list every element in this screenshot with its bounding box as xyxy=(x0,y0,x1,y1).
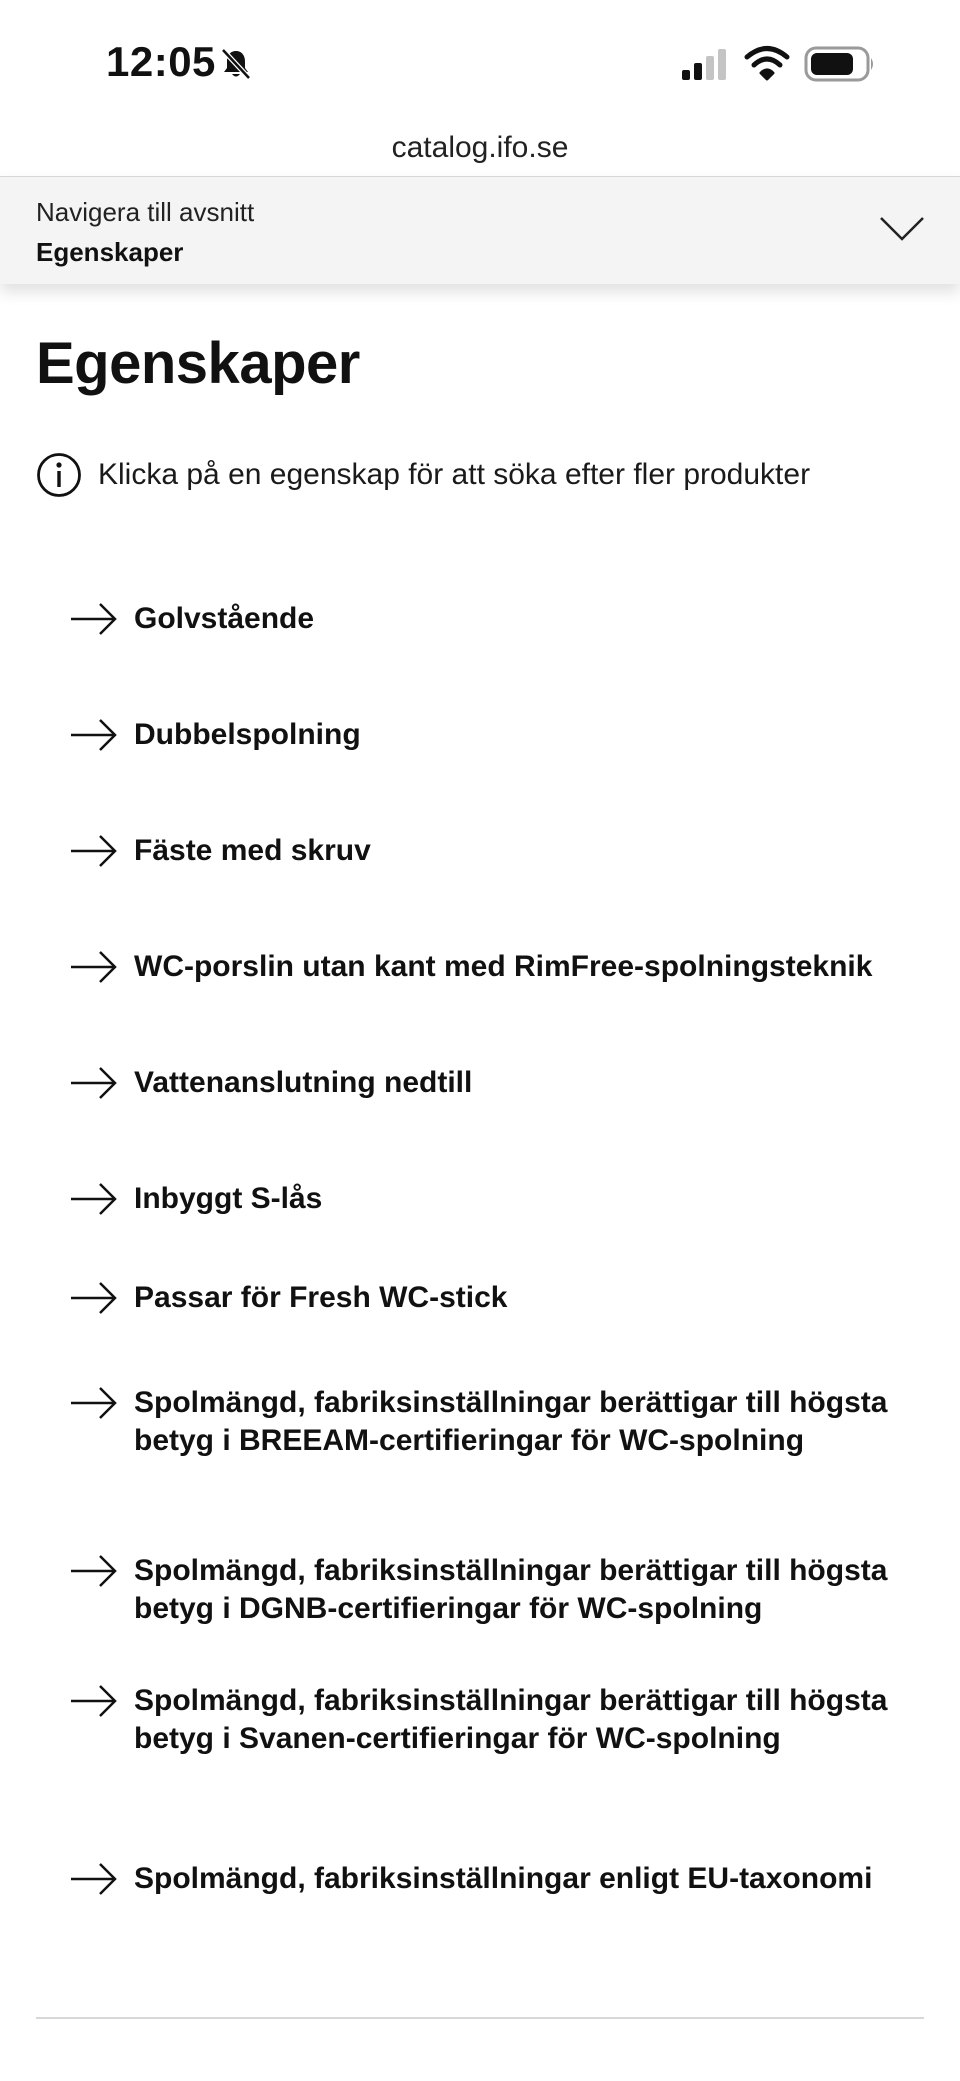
property-label: Dubbelspolning xyxy=(134,718,361,751)
property-label: Inbyggt S-lås xyxy=(134,1182,323,1215)
property-label: Spolmängd, fabriksinställningar berättigar till högsta betyg i Svanen-certifieringar för WC-spolning xyxy=(134,1684,888,1755)
status-time: 12:05 xyxy=(106,38,216,85)
info-hint xyxy=(36,452,936,502)
arrow-right-icon xyxy=(70,1182,118,1216)
property-label: Spolmängd, fabriksinställningar berättigar till högsta betyg i DGNB-certifieringar för WC-spolning xyxy=(134,1554,888,1625)
signal-icon xyxy=(680,48,730,82)
arrow-right-icon xyxy=(70,1281,118,1315)
section-divider xyxy=(36,2017,924,2019)
property-label: Spolmängd, fabriksinställningar enligt EU-taxonomi xyxy=(134,1862,873,1895)
arrow-right-icon xyxy=(70,1066,118,1100)
arrow-right-icon xyxy=(70,950,118,984)
info-text: Klicka på en egenskap för att söka efter fler produkter xyxy=(98,458,811,491)
arrow-right-icon xyxy=(70,602,118,636)
arrow-right-icon xyxy=(70,1862,118,1896)
status-bar xyxy=(0,0,960,120)
arrow-right-icon xyxy=(70,1684,118,1718)
arrow-right-icon xyxy=(70,1386,118,1420)
page-title: Egenskaper xyxy=(36,331,360,396)
arrow-right-icon xyxy=(70,1554,118,1588)
section-nav-current: Egenskaper xyxy=(36,237,184,267)
section-nav-caption: Navigera till avsnitt xyxy=(36,197,255,227)
property-label: Spolmängd, fabriksinställningar berättigar till högsta betyg i BREEAM-certifieringar för WC-spolning xyxy=(134,1386,888,1457)
property-label: Passar för Fresh WC-stick xyxy=(134,1281,508,1314)
address-bar[interactable]: catalog.ifo.se xyxy=(391,131,569,164)
property-label: WC-porslin utan kant med RimFree-spolningsteknik xyxy=(134,950,873,983)
arrow-right-icon xyxy=(70,718,118,752)
info-icon xyxy=(36,452,82,498)
property-label: Vattenanslutning nedtill xyxy=(134,1066,473,1099)
arrow-right-icon xyxy=(70,834,118,868)
bell-slash-icon xyxy=(218,46,254,82)
wifi-icon xyxy=(744,44,790,82)
property-label: Golvstående xyxy=(134,602,315,635)
section-navigator-dropdown[interactable] xyxy=(0,176,960,284)
property-label: Fäste med skruv xyxy=(134,834,371,867)
chevron-down-icon[interactable] xyxy=(878,213,926,243)
battery-icon xyxy=(804,46,876,82)
